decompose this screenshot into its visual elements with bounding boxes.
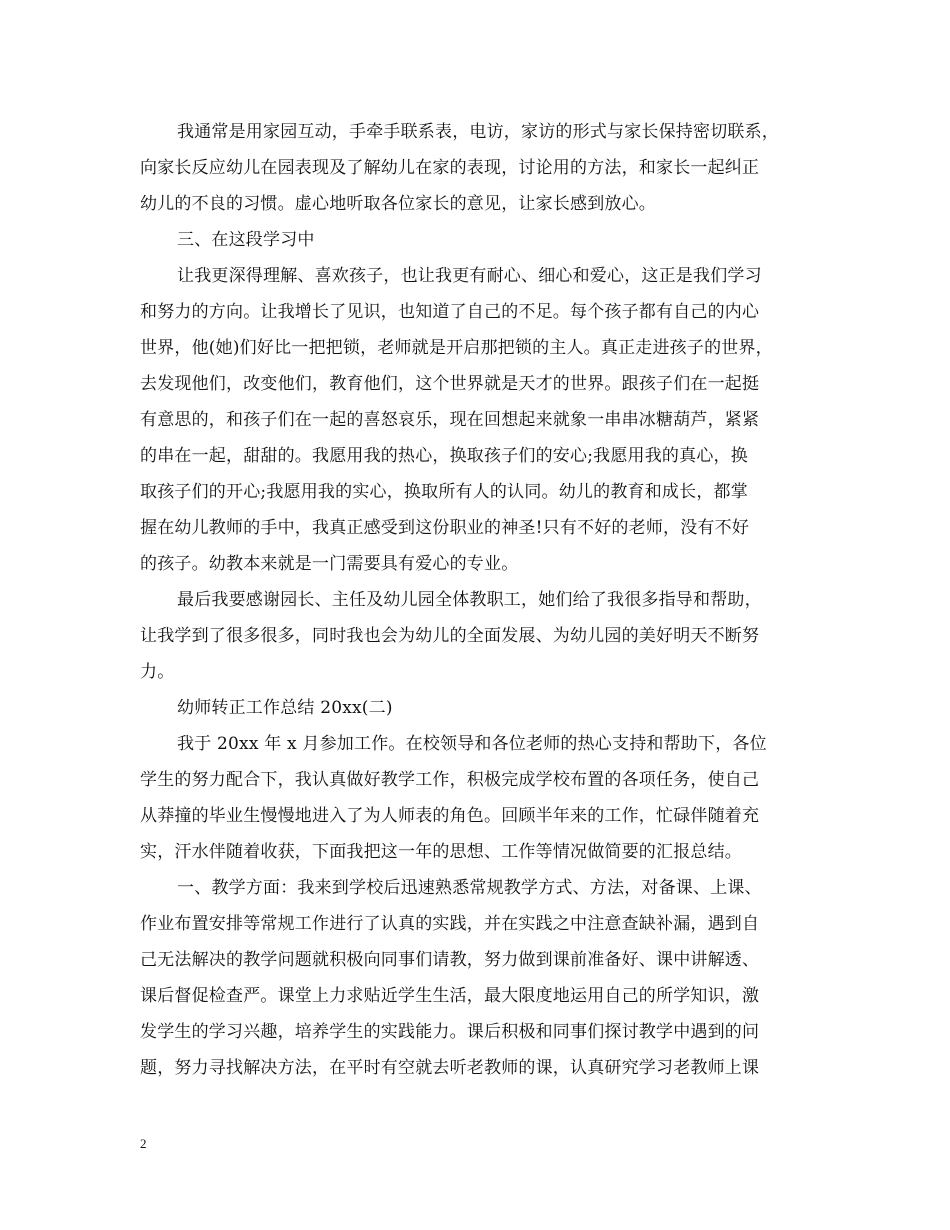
text-line: 学生的努力配合下，我认真做好教学工作，积极完成学校布置的各项任务，使自己 [140, 770, 760, 790]
text-line: 一、教学方面：我来到学校后迅速熟悉常规教学方式、方法，对备课、上课、 [177, 878, 762, 898]
text-line: 课后督促检查严。课堂上力求贴近学生生活，最大限度地运用自己的所学知识，激 [140, 986, 760, 1006]
text-line: 最后我要感谢园长、主任及幼儿园全体教职工，她们给了我很多指导和帮助， [177, 590, 762, 610]
text-line: 实，汗水伴随着收获，下面我把这一年的思想、工作等情况做简要的汇报总结。 [140, 842, 742, 862]
text-line: 握在幼儿教师的手中，我真正感受到这份职业的神圣!只有不好的老师，没有不好 [140, 518, 750, 538]
text-line: 让我学到了很多很多，同时我也会为幼儿的全面发展、为幼儿园的美好明天不断努 [140, 626, 760, 646]
text-line: 取孩子们的开心;我愿用我的实心，换取所有人的认同。幼儿的教育和成长，都掌 [140, 482, 748, 502]
section-title: 幼师转正工作总结 20xx(二) [177, 698, 393, 718]
text-line: 己无法解决的教学问题就积极向同事们请教，努力做到课前准备好、课中讲解透、 [140, 950, 760, 970]
text-line: 向家长反应幼儿在园表现及了解幼儿在家的表现，讨论用的方法，和家长一起纠正 [140, 158, 760, 178]
text-line: 我通常是用家园互动，手牵手联系表，电访，家访的形式与家长保持密切联系， [177, 122, 779, 142]
section-heading: 三、在这段学习中 [177, 230, 315, 250]
text-line: 幼儿的不良的习惯。虚心地听取各位家长的意见，让家长感到放心。 [140, 194, 656, 214]
page-number: 2 [140, 1136, 147, 1151]
text-line: 发学生的学习兴趣，培养学生的实践能力。课后积极和同事们探讨教学中遇到的问 [140, 1022, 760, 1042]
text-line: 去发现他们，改变他们，教育他们，这个世界就是天才的世界。跟孩子们在一起挺 [140, 374, 760, 394]
text-line: 力。 [140, 662, 175, 682]
text-line: 世界，他(她)们好比一把把锁，老师就是开启那把锁的主人。真正走进孩子的世界， [140, 338, 773, 358]
text-line: 和努力的方向。让我增长了见识，也知道了自己的不足。每个孩子都有自己的内心 [140, 302, 760, 322]
text-line: 从莽撞的毕业生慢慢地进入了为人师表的角色。回顾半年来的工作，忙碌伴随着充 [140, 806, 760, 826]
text-line: 有意思的，和孩子们在一起的喜怒哀乐，现在回想起来就象一串串冰糖葫芦，紧紧 [140, 410, 760, 430]
text-line: 让我更深得理解、喜欢孩子，也让我更有耐心、细心和爱心，这正是我们学习 [177, 266, 762, 286]
text-line: 作业布置安排等常规工作进行了认真的实践，并在实践之中注意查缺补漏，遇到自 [140, 914, 760, 934]
text-line: 题，努力寻找解决方法，在平时有空就去听老教师的课，认真研究学习老教师上课 [140, 1058, 760, 1078]
text-line: 我于 20xx 年 x 月参加工作。在校领导和各位老师的热心支持和帮助下，各位 [177, 734, 767, 754]
text-line: 的串在一起，甜甜的。我愿用我的热心，换取孩子们的安心;我愿用我的真心，换 [140, 446, 748, 466]
text-line: 的孩子。幼教本来就是一门需要具有爱心的专业。 [140, 554, 519, 574]
